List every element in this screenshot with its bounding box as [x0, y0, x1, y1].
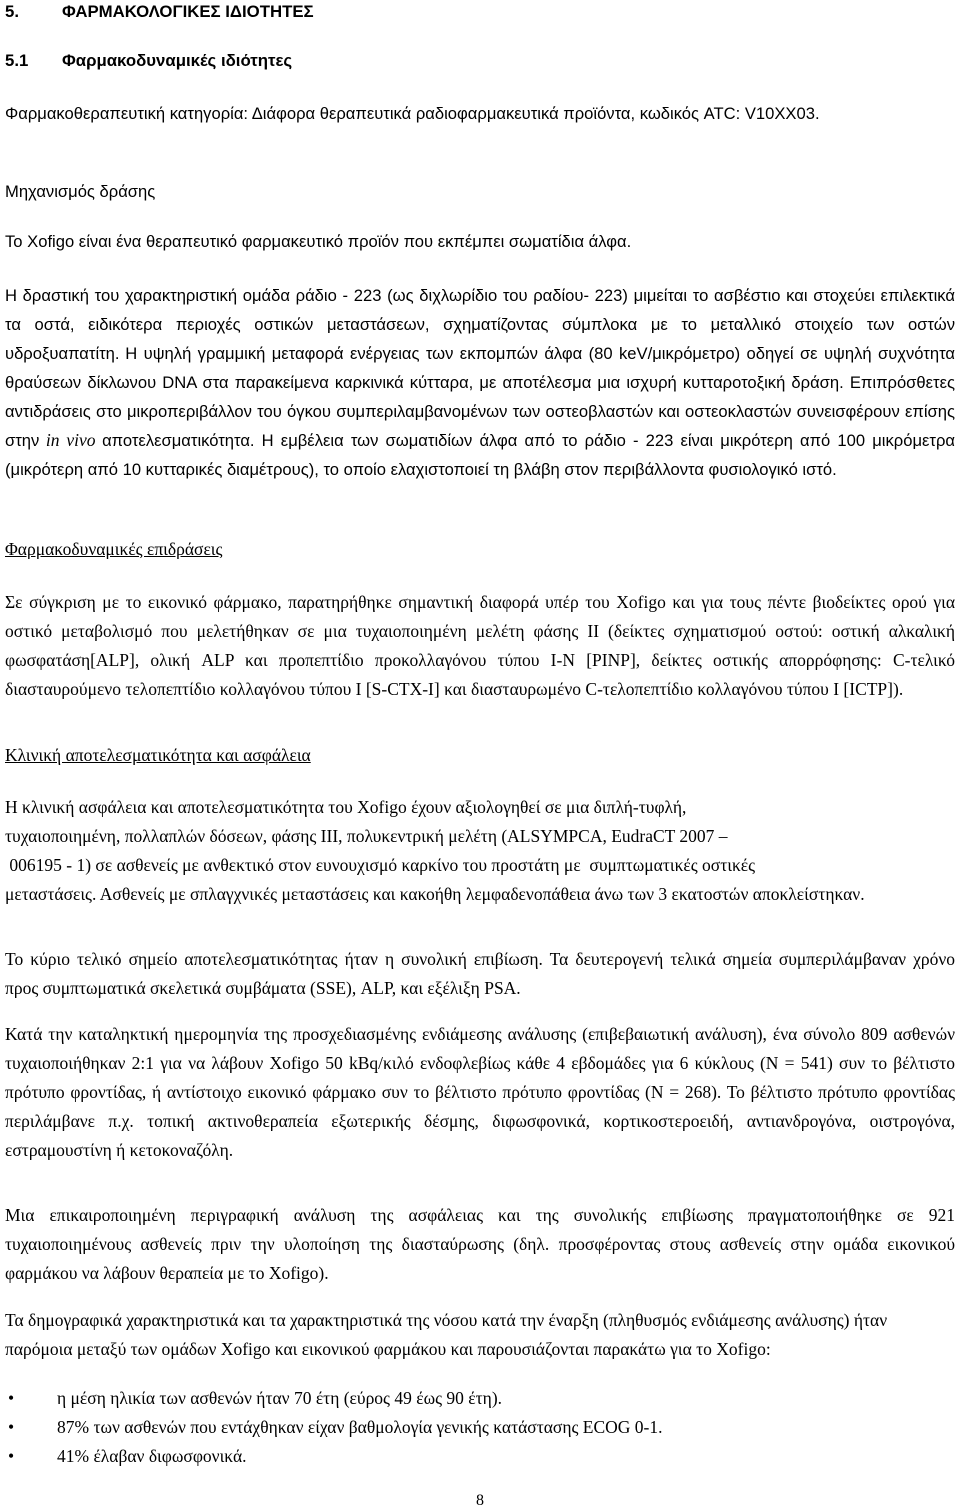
list-item-text: η μέση ηλικία των ασθενών ήταν 70 έτη (εύρος 49 έως 90 έτη).: [57, 1388, 503, 1408]
clinical-paragraph-4: Μια επικαιροποιημένη περιγραφική ανάλυση της ασφάλειας και της συνολικής επιβίωσης πραγματοποιήθηκε σε 921 τυχαιοποιημένους ασθενείς πριν την υλοποίηση της διασταύρωσης (δηλ. προσφέροντας στους ασθενείς στην ομάδα εικονικού φαρμάκου να λάβουν θεραπεία με το Xofigo).: [5, 1205, 955, 1283]
in-vivo-term: in vivo: [45, 430, 96, 450]
clinical-paragraph-5: Τα δημογραφικά χαρακτηριστικά και τα χαρακτηριστικά της νόσου κατά την έναρξη (πληθυσμός ενδιάμεσης ανάλυσης) ήταν παρόμοια μεταξύ των ομάδων Xofigo και εικονικού φαρμάκου και παρουσιάζονται παρακάτω για το Xofigo:: [5, 1310, 888, 1359]
subsection-title: Φαρμακοδυναμικές ιδιότητες: [62, 51, 293, 70]
bullet-icon: •: [8, 1417, 15, 1437]
clinical-p1-line2: τυχαιοποιημένη, πολλαπλών δόσεων, φάσης ΙΙΙ, πολυκεντρική μελέτη (ALSYMPCA, EudraCT 2007 –: [5, 826, 728, 846]
clinical-heading: Κλινική αποτελεσματικότητα και ασφάλεια: [5, 745, 311, 765]
subsection-heading: [5, 49, 955, 73]
pd-effects-heading: Φαρμακοδυναμικές επιδράσεις: [5, 539, 223, 559]
clinical-p1-line3: 006195 - 1) σε ασθενείς με ανθεκτικό στον ευνουχισμό καρκίνο του προστάτη με συμπτωματικές οστικές: [5, 855, 756, 875]
mechanism-heading: Μηχανισμός δράσης: [5, 182, 156, 201]
mechanism-paragraph: [5, 281, 955, 484]
mechanism-text-c: αποτελεσματικότητα. Η εμβέλεια των σωματιδίων άλφα από το ράδιο - 223 είναι μικρότερη από 100 μικρόμετρα (μικρότερη από 10 κυτταρικές διαμέτρους), το οποίο ελαχιστοποιεί τη βλάβη στον περιβάλλοντα φυσιολογικό ιστό.: [5, 431, 955, 479]
section-heading: [5, 0, 955, 24]
pd-effects-paragraph: Σε σύγκριση με το εικονικό φάρμακο, παρατηρήθηκε σημαντική διαφορά υπέρ του Xofigo και για τους πέντε βιοδείκτες ορού για οστικό μεταβολισμό που μελετήθηκαν σε μια τυχαιοποιημένη μελέτη φάσης ΙΙ (δείκτες σχηματισμού οστού: οστική αλκαλική φωσφατάση[ALP], ολική ALP και προπεπτίδιο προκολλαγόνου τύπου Ι-Ν [PINP], δείκτες οστικής απορρόφησης: C-τελικό διασταυρούμενο τελοπεπτίδιο κολλαγόνου τύπου Ι [S-CTX-I] και διασταυρωμένο C-τελοπεπτίδιο κολλαγόνου τύπου Ι [ICTP]).: [5, 592, 955, 699]
mechanism-intro: Το Xofigo είναι ένα θεραπευτικό φαρμακευτικό προϊόν που εκπέμπει σωματίδια άλφα.: [5, 232, 632, 251]
therapeutic-category: Φαρμακοθεραπευτική κατηγορία: Διάφορα θεραπευτικά ραδιοφαρμακευτικά προϊόντα, κωδικός ATC: V10XX03.: [5, 104, 820, 123]
subsection-number: 5.1: [5, 51, 29, 70]
bullet-icon: •: [8, 1388, 15, 1408]
clinical-paragraph-2: Το κύριο τελικό σημείο αποτελεσματικότητας ήταν η συνολική επιβίωση. Τα δευτερογενή τελικά σημεία συμπεριλάμβαναν χρόνο προς συμπτωματικά σκελετικά συμβάματα (SSE), ALP, και εξέλιξη PSA.: [5, 949, 955, 998]
section-number: 5.: [5, 2, 19, 21]
list-item-text: 87% των ασθενών που εντάχθηκαν είχαν βαθμολογία γενικής κατάστασης ECOG 0-1.: [57, 1417, 663, 1437]
clinical-paragraph-1: [5, 793, 955, 909]
bullet-icon: •: [8, 1446, 15, 1466]
list-item: [5, 1384, 955, 1413]
list-item-text: 41% έλαβαν διφωσφονικά.: [57, 1446, 247, 1466]
mechanism-text-a: Η δραστική του χαρακτηριστική ομάδα ράδιο - 223 (ως διχλωρίδιο του ραδίου- 223) μιμείται το ασβέστιο και στοχεύει επιλεκτικά τα οστά, ειδικότερα περιοχές οστικών μεταστάσεων, σχηματίζοντας σύμπλοκα με το μεταλλικό στοιχείο των οστών υδροξυαπατίτη.: [5, 286, 955, 363]
clinical-p1-rest: μεταστάσεις. Ασθενείς με σπλαγχνικές μεταστάσεις και κακοήθη λεμφαδενοπάθεια άνω των 3 εκατοστών αποκλείστηκαν.: [5, 884, 865, 904]
clinical-paragraph-3: Κατά την καταληκτική ημερομηνία της προσχεδιασμένης ενδιάμεσης ανάλυσης (επιβεβαιωτική ανάλυση), ένα σύνολο 809 ασθενών τυχαιοποιήθηκαν 2:1 για να λάβουν Xofigo 50 kBq/κιλό ενδοφλεβίως κάθε 4 εβδομάδες για 6 κύκλους (N = 541) συν το βέλτιστο πρότυπο φροντίδας, ή αντίστοιχο εικονικό φάρμακο συν το βέλτιστο πρότυπο φροντίδας (N = 268). Το βέλτιστο πρότυπο φροντίδας περιλάμβανε π.χ. τοπική ακτινοθεραπεία εξωτερικής δέσμης, διφωσφονικά, κορτικοστεροειδή, αντιανδρογόνα, οιστρογόνα, εστραμουστίνη ή κετοκοναζόλη.: [5, 1024, 955, 1160]
demographics-list: [5, 1384, 955, 1471]
list-item: [5, 1442, 955, 1471]
section-title: ΦΑΡΜΑΚΟΛΟΓΙΚΕΣ ΙΔΙΟΤΗΤΕΣ: [62, 2, 314, 21]
mechanism-text-b: Η υψηλή γραμμική μεταφορά ενέργειας των εκπομπών άλφα (80 keV/μικρόμετρο) οδηγεί σε υψηλή συχνότητα θραύσεων δίκλωνου DNA στα παρακείμενα καρκινικά κύτταρα, με αποτέλεσμα μια ισχυρή κυτταροτοξική δράση. Επιπρόσθετες αντιδράσεις στο μικροπεριβάλλον του όγκου συμπεριλαμβανομένων των οστεοβλαστών και οστεοκλαστών συνεισφέρουν επίσης στην: [5, 344, 955, 450]
list-item: [5, 1413, 955, 1442]
page-number: 8: [476, 1492, 484, 1509]
clinical-p1-line1: Η κλινική ασφάλεια και αποτελεσματικότητα του Xofigo έχουν αξιολογηθεί σε μια διπλή-τυφλή,: [5, 797, 687, 817]
